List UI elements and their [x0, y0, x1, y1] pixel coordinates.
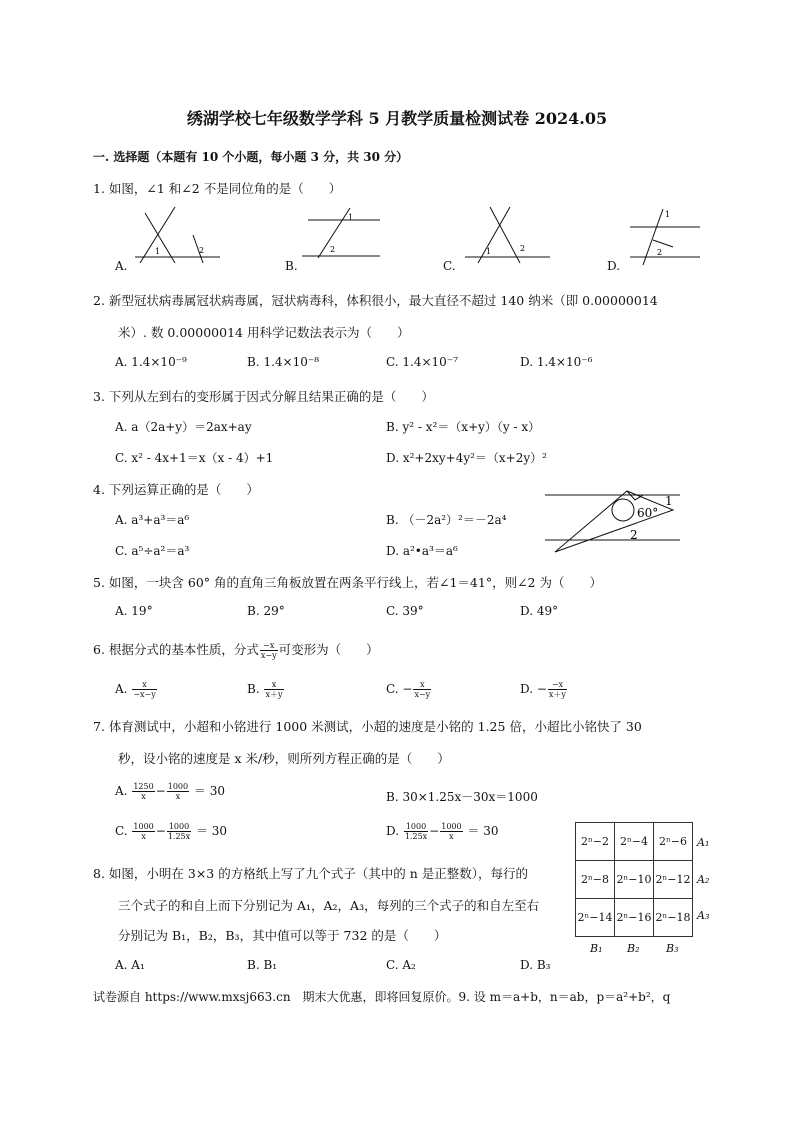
- q2-option-a: A. 1.4×10⁻⁹: [115, 355, 187, 369]
- q6-option-b: [247, 680, 285, 699]
- q7-c-d1: x: [141, 832, 146, 841]
- q7-c-d2: 1.25x: [167, 832, 191, 841]
- q7-a-n1: 1250: [133, 782, 154, 791]
- q6-a-fraction: [132, 680, 156, 699]
- q5-triangle-figure: [545, 490, 685, 562]
- q1-d-label-1: 1: [665, 210, 671, 219]
- q6-a-den: −x−y: [133, 690, 156, 699]
- q6-option-d: [520, 680, 568, 699]
- q7-d-frac1: [404, 822, 428, 841]
- q7-c-op: −: [155, 824, 166, 838]
- question-7-line2: 秒，设小铭的速度是 x 米/秒，则所列方程正确的是（ ）: [118, 751, 450, 766]
- q8-cell: 2ⁿ−12: [654, 861, 693, 899]
- q7-d-op: −: [429, 824, 440, 838]
- page-title: 绣湖学校七年级数学学科 5 月教学质量检测试卷 2024.05: [186, 109, 608, 128]
- q8-cell: 2ⁿ−6: [654, 823, 693, 861]
- q1-b-label-2: 2: [330, 245, 336, 254]
- q1-option-b: B.: [285, 259, 298, 273]
- q6-c-fraction: [413, 680, 431, 699]
- question-2-line1: 2. 新型冠状病毒属冠状病毒属，冠状病毒科，体积很小，最大直径不超过 140 纳米（即 0.00000014: [93, 293, 658, 308]
- q7-a-d2: x: [175, 792, 181, 801]
- question-8-line1: 8. 如图，小明在 3×3 的方格纸上写了九个式子（其中的 n 是正整数），每行的: [93, 866, 528, 881]
- question-6-stem: [93, 640, 379, 660]
- q8-grid-table: [575, 822, 693, 937]
- q6-c-sign: −: [402, 682, 413, 696]
- q8-grid-row-1: [576, 823, 693, 861]
- q7-d-d2: x: [449, 832, 454, 841]
- q8-col-label-3: B₃: [666, 942, 679, 955]
- q8-option-c: C. A₂: [386, 958, 416, 972]
- q7-d-label: D.: [386, 824, 400, 838]
- q7-option-d: [386, 822, 499, 841]
- q6-fraction-num: −x: [260, 641, 278, 651]
- q6-d-den: x＋y: [548, 690, 566, 699]
- q1-d-label-2: 2: [657, 248, 663, 257]
- q7-a-rhs: ＝ 30: [193, 784, 226, 798]
- q6-option-c: [386, 680, 432, 699]
- q7-d-d1: 1.25x: [404, 832, 428, 841]
- q4-option-d: D. a²•a³＝a⁶: [386, 544, 458, 558]
- q7-option-c: [115, 822, 227, 841]
- q6-fraction: [260, 641, 278, 660]
- q6-c-den: x−y: [414, 690, 431, 699]
- q1-b-label-1: 1: [348, 213, 354, 222]
- q7-option-a: [115, 782, 225, 801]
- q1-a-label-1: 1: [155, 247, 161, 256]
- q4-option-a: A. a³+a³＝a⁶: [115, 513, 190, 527]
- q7-d-frac2: [440, 822, 462, 841]
- q6-b-num: x: [264, 680, 283, 690]
- q8-cell: 2ⁿ−18: [654, 899, 693, 937]
- q7-d-n1: 1000: [405, 822, 427, 831]
- q1-figure-c: [460, 205, 550, 265]
- q1-c-label-2: 2: [520, 244, 526, 253]
- q6-option-d-label: D.: [520, 682, 534, 696]
- question-7-line1: 7. 体育测试中，小超和小铭进行 1000 米测试，小超的速度是小铭的 1.25 倍，小超比小铭快了 30: [93, 719, 642, 734]
- q1-figure-b: [300, 208, 385, 258]
- q1-option-a: A.: [115, 259, 128, 273]
- q7-a-frac1: [132, 782, 154, 801]
- q7-a-d1: x: [141, 792, 146, 801]
- q8-option-a: A. A₁: [115, 958, 145, 972]
- q3-option-a: A. a（2a+y）＝2ax+ay: [115, 420, 252, 434]
- q8-cell: 2ⁿ−16: [615, 899, 654, 937]
- q8-row-label-3: A₃: [697, 909, 710, 922]
- q5-option-b: B. 29°: [247, 604, 285, 618]
- q1-option-d: D.: [607, 259, 621, 273]
- q5-option-c: C. 39°: [386, 604, 424, 618]
- question-4-stem: 4. 下列运算正确的是（ ）: [93, 482, 259, 497]
- q7-c-frac2: [167, 822, 191, 841]
- q7-a-label: A.: [115, 784, 128, 798]
- q5-angle-2-label: 2: [630, 528, 638, 542]
- section-heading: 一. 选择题（本题有 10 个小题，每小题 3 分，共 30 分）: [93, 150, 409, 164]
- q7-c-label: C.: [115, 824, 128, 838]
- q7-a-frac2: [167, 782, 189, 801]
- q6-option-a: [115, 680, 158, 699]
- q8-option-b: B. B₁: [247, 958, 278, 972]
- q8-row-label-1: A₁: [697, 836, 710, 849]
- question-8-line3: 分别记为 B₁，B₂，B₃，其中值可以等于 732 的是（ ）: [118, 928, 447, 943]
- q8-cell: 2ⁿ−10: [615, 861, 654, 899]
- q7-a-n2: 1000: [167, 782, 189, 791]
- q4-option-b: B. （－2a²）²＝－2a⁴: [386, 513, 507, 527]
- q5-angle-1-label: 1: [665, 494, 673, 508]
- q7-d-rhs: ＝ 30: [467, 824, 499, 838]
- footer-source-line: 试卷源自 https://www.mxsj663.cn 期末大优惠，即将回复原价。9. 设 m＝a+b，n＝ab，p＝a²+b²，q: [93, 990, 671, 1004]
- q6-a-num: x: [132, 680, 156, 690]
- q6-fraction-den: x−y: [260, 651, 277, 660]
- q6-option-a-label: A.: [115, 682, 128, 696]
- q3-option-c: C. x² - 4x+1＝x（x - 4）+1: [115, 451, 274, 465]
- q4-option-c: C. a⁵÷a²＝a³: [115, 544, 190, 558]
- q6-d-num: −x: [548, 680, 567, 690]
- q1-figure-d: [625, 207, 705, 267]
- q7-c-rhs: ＝ 30: [195, 824, 228, 838]
- q6-option-c-label: C.: [386, 682, 399, 696]
- q8-option-d: D. B₃: [520, 958, 551, 972]
- q8-col-label-2: B₂: [627, 942, 640, 955]
- q8-row-label-2: A₂: [697, 873, 710, 886]
- q8-cell: 2ⁿ−4: [615, 823, 654, 861]
- question-5-stem: 5. 如图，一块含 60° 角的直角三角板放置在两条平行线上，若∠1＝41°，则∠2 为（ ）: [93, 575, 602, 590]
- q5-angle-60-label: 60°: [637, 506, 659, 520]
- q1-option-c: C.: [443, 259, 456, 273]
- q3-option-b: B. y² - x²＝（x+y）（y - x）: [386, 420, 541, 434]
- q2-option-c: C. 1.4×10⁻⁷: [386, 355, 458, 369]
- question-3-stem: 3. 下列从左到右的变形属于因式分解且结果正确的是（ ）: [93, 389, 434, 404]
- q7-c-n2: 1000: [168, 822, 190, 831]
- q6-c-num: x: [413, 680, 431, 690]
- q6-d-fraction: [548, 680, 567, 699]
- q7-option-b: B. 30×1.25x－30x＝1000: [386, 790, 538, 804]
- q8-cell: 2ⁿ−2: [576, 823, 615, 861]
- q2-option-d: D. 1.4×10⁻⁶: [520, 355, 593, 369]
- q1-figure-a: [115, 205, 225, 265]
- q5-option-d: D. 49°: [520, 604, 559, 618]
- question-2-line2: 米）. 数 0.00000014 用科学记数法表示为（ ）: [118, 325, 410, 340]
- q7-a-op: −: [155, 784, 166, 798]
- q1-c-label-1: 1: [486, 247, 492, 256]
- q6-option-b-label: B.: [247, 682, 260, 696]
- q8-cell: 2ⁿ−8: [576, 861, 615, 899]
- q8-grid-row-2: [576, 861, 693, 899]
- q8-grid-row-3: [576, 899, 693, 937]
- q7-c-n1: 1000: [133, 822, 154, 831]
- q6-stem-post: 可变形为（ ）: [278, 642, 379, 657]
- q6-d-sign: −: [536, 682, 547, 696]
- q6-b-den: x＋y: [265, 690, 283, 699]
- q8-col-label-1: B₁: [590, 942, 603, 955]
- q8-cell: 2ⁿ−14: [576, 899, 615, 937]
- q1-a-label-2: 2: [199, 246, 205, 255]
- question-8-line2: 三个式子的和自上而下分别记为 A₁，A₂，A₃，每列的三个式子的和自左至右: [118, 898, 540, 913]
- q6-stem-pre: 6. 根据分式的基本性质，分式: [93, 642, 259, 657]
- q7-c-frac1: [132, 822, 154, 841]
- q2-option-b: B. 1.4×10⁻⁸: [247, 355, 319, 369]
- q5-option-a: A. 19°: [115, 604, 153, 618]
- q6-b-fraction: [264, 680, 283, 699]
- q3-option-d: D. x²+2xy+4y²＝（x+2y）²: [386, 451, 547, 465]
- question-1-stem: 1. 如图，∠1 和∠2 不是同位角的是（ ）: [93, 181, 342, 196]
- q7-d-n2: 1000: [441, 822, 462, 831]
